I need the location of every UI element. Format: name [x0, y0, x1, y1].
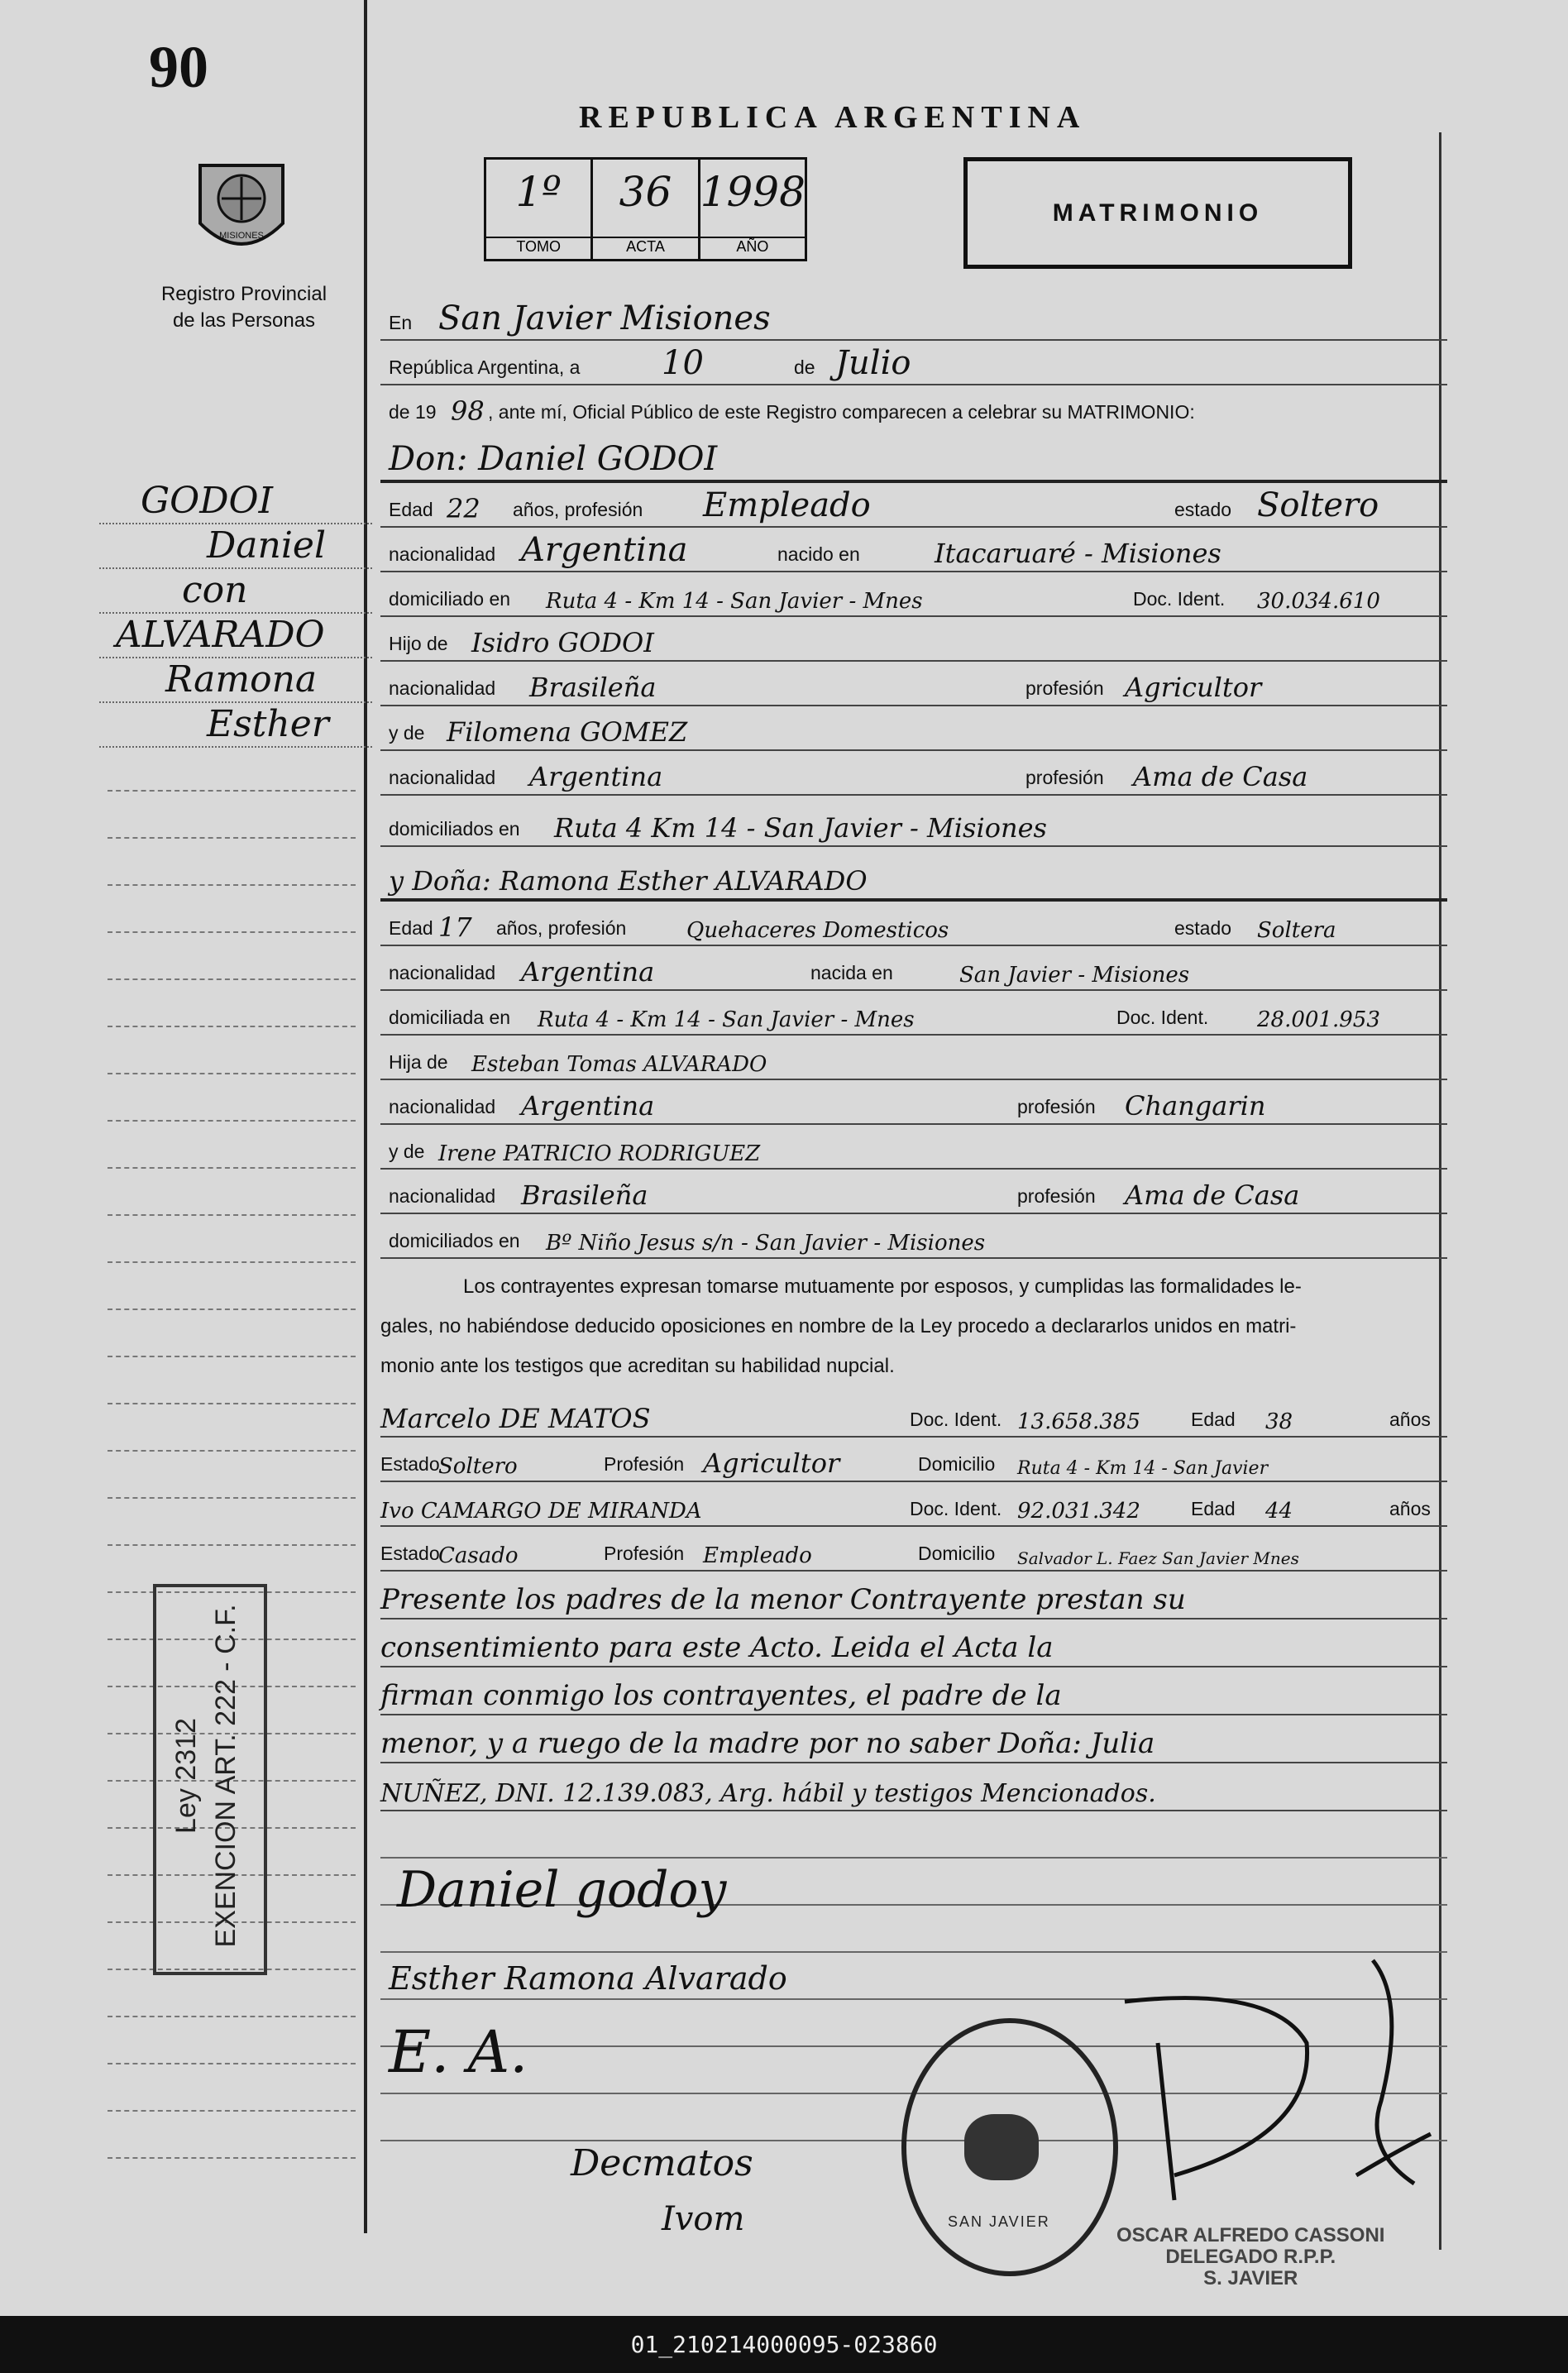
year-row [380, 385, 1447, 428]
witness1-name: Marcelo DE MATOS [380, 1403, 651, 1434]
label-nacionalidad: nacionalidad [389, 962, 496, 983]
groom-nationality-row [380, 528, 1447, 572]
label-estado-w: Estado [380, 1453, 440, 1475]
label-hijo-de: Hijo de [389, 633, 448, 654]
bride-heading-row [380, 847, 1447, 902]
seal-emblem-icon [964, 2114, 1039, 2180]
tomo-value: 1º [515, 168, 562, 216]
label-de: de [794, 356, 815, 378]
note-line [380, 1763, 1447, 1811]
signature-witness1: Decmatos [571, 2142, 753, 2184]
label-profesion-w: Profesión [604, 1543, 685, 1564]
groom-address-row [380, 572, 1447, 617]
groom-doc: 30.034.610 [1257, 589, 1380, 614]
label-edad: Edad [389, 917, 433, 939]
witness2-name: Ivo CAMARGO DE MIRANDA [380, 1499, 702, 1524]
witness1-detail-row [380, 1438, 1447, 1482]
signature-line [380, 1811, 1447, 1859]
bride-heading: y Doña: Ramona Esther ALVARADO [389, 865, 868, 897]
label-edad-w: Edad [1191, 1498, 1236, 1519]
image-id-footer: 01_210214000095-023860 [0, 2316, 1568, 2373]
label-profesion: profesión [1025, 677, 1104, 699]
official-seal [901, 2018, 1118, 2276]
bride-nationality: Argentina [521, 956, 655, 988]
registry-name [124, 281, 364, 334]
note-text: NUÑEZ, DNI. 12.139.083, Arg. hábil y testigos Mencionados. [380, 1779, 1156, 1808]
groom-age-row [380, 483, 1447, 528]
label-en: En [389, 312, 413, 333]
official-name: OSCAR ALFREDO CASSONI [1116, 2224, 1385, 2246]
bride-nationality-row [380, 946, 1447, 991]
bride-father: Esteban Tomas ALVARADO [471, 1052, 767, 1077]
groom-parents-address-row [380, 796, 1447, 847]
date-row [380, 341, 1447, 385]
note-text: firman conmigo los contrayentes, el padre de la [380, 1679, 1062, 1712]
label-profesion: profesión [1017, 1096, 1096, 1117]
page-number: 90 [149, 34, 208, 100]
groom-father-profession: Agricultor [1125, 672, 1262, 703]
margin-note [99, 480, 372, 748]
label-profesion: profesión [1025, 767, 1104, 788]
groom-age: 22 [447, 493, 480, 524]
bride-status: Soltera [1257, 918, 1336, 943]
label-republica: República Argentina, a [389, 356, 581, 378]
witness2-row [380, 1482, 1447, 1527]
note-line [380, 1667, 1447, 1715]
note-text: Presente los padres de la menor Contrayente prestan su [380, 1583, 1186, 1616]
bride-age: 17 [438, 911, 472, 943]
label-estado: estado [1174, 917, 1232, 939]
bride-father-nationality: Argentina [521, 1090, 655, 1122]
label-anos: años [1389, 1498, 1431, 1519]
bride-address: Ruta 4 - Km 14 - San Javier - Mnes [538, 1007, 915, 1032]
margin-note-line: ALVARADO [99, 614, 372, 658]
groom-father-nat-row [380, 662, 1447, 706]
groom-mother-row [380, 706, 1447, 751]
label-doc-ident: Doc. Ident. [1116, 1007, 1209, 1028]
witness2-address: Salvador L. Faez San Javier Mnes [1017, 1548, 1299, 1568]
label-estado-w: Estado [380, 1543, 440, 1564]
ley-stamp-line-2: EXENCION ART. 222 - C.F. [210, 1604, 241, 1948]
acta-cell [593, 160, 700, 259]
label-y-de: y de [389, 1141, 425, 1162]
witness2-detail-row [380, 1527, 1447, 1572]
label-anos-profesion: años, profesión [496, 917, 627, 939]
tomo-label: TOMO [486, 237, 590, 256]
seal-text: SAN JAVIER [948, 2213, 1050, 2230]
margin-note-line: con [99, 569, 372, 614]
note-line [380, 1619, 1447, 1667]
declaration-line: Los contrayentes expresan tomarse mutuamente por esposos, y cumplidas las formalidades le- [463, 1275, 1302, 1298]
crest-label: MISIONES [219, 231, 264, 241]
note-text: menor, y a ruego de la madre por no saber Doña: Julia [380, 1727, 1155, 1760]
place-row [380, 281, 1447, 341]
official-title: DELEGADO R.P.P. [1165, 2246, 1336, 2268]
column-divider [364, 0, 367, 2233]
bride-father-nat-row [380, 1080, 1447, 1125]
label-domiciliado-en: domiciliado en [389, 588, 511, 610]
bride-birthplace: San Javier - Misiones [959, 963, 1190, 988]
ley-stamp-line-1: Ley 2312 [170, 1718, 202, 1834]
witness1-status: Soltero [438, 1454, 518, 1479]
margin-note-line: Esther [99, 703, 372, 748]
witness1-doc: 13.658.385 [1017, 1409, 1140, 1434]
label-doc-ident: Doc. Ident. [1133, 588, 1226, 610]
label-hija-de: Hija de [389, 1051, 448, 1073]
margin-note-line: Ramona [99, 658, 372, 703]
groom-mother-profession: Ama de Casa [1133, 761, 1308, 792]
signature-witness2: Ivom [662, 2200, 745, 2238]
bride-address-row [380, 991, 1447, 1036]
bride-mother-profession: Ama de Casa [1125, 1179, 1300, 1211]
witness2-profession: Empleado [703, 1543, 812, 1568]
record-number-box [484, 157, 807, 261]
label-domiciliados-en: domiciliados en [389, 1230, 520, 1251]
label-profesion: profesión [1017, 1185, 1096, 1207]
label-doc-ident: Doc. Ident. [910, 1409, 1002, 1430]
witness1-address: Ruta 4 - Km 14 - San Javier [1017, 1458, 1269, 1479]
groom-birthplace: Itacaruaré - Misiones [935, 538, 1221, 569]
groom-mother-nat-row [380, 751, 1447, 796]
groom-nationality: Argentina [521, 531, 688, 569]
country-title: REPUBLICA ARGENTINA [579, 100, 1087, 135]
registry-line-1: Registro Provincial [160, 283, 327, 305]
registry-line-2: de las Personas [172, 309, 316, 332]
label-domiciliados-en: domiciliados en [389, 818, 520, 840]
bride-parents-address: Bº Niño Jesus s/n - San Javier - Misiones [546, 1231, 986, 1256]
note-line [380, 1715, 1447, 1763]
groom-father-nationality: Brasileña [529, 672, 657, 703]
record-type-box: MATRIMONIO [963, 157, 1352, 269]
groom-address: Ruta 4 - Km 14 - San Javier - Mnes [546, 589, 923, 614]
label-de19: de 19 [389, 401, 437, 423]
month-value: Julio [835, 344, 911, 382]
official-name-stamp [1116, 2225, 1384, 2289]
witness2-age: 44 [1265, 1499, 1293, 1524]
bride-doc: 28.001.953 [1257, 1007, 1380, 1032]
label-y-de: y de [389, 722, 425, 744]
signature-father: E. A. [389, 2018, 528, 2086]
label-ante-mi: , ante mí, Oficial Público de este Registro comparecen a celebrar su MATRIMONIO: [488, 401, 1195, 423]
bride-age-row [380, 902, 1447, 946]
bride-mother-nat-row [380, 1170, 1447, 1214]
label-anos: años [1389, 1409, 1431, 1430]
label-anos-profesion: años, profesión [513, 499, 643, 520]
label-edad-w: Edad [1191, 1409, 1236, 1430]
acta-value: 36 [619, 168, 672, 216]
bride-mother: Irene PATRICIO RODRIGUEZ [438, 1141, 761, 1166]
label-domicilio: Domicilio [918, 1543, 996, 1564]
year-value: 98 [451, 395, 485, 427]
label-profesion-w: Profesión [604, 1453, 685, 1475]
witness2-doc: 92.031.342 [1017, 1499, 1140, 1524]
provincial-crest-icon [192, 149, 291, 265]
official-signature-icon [1108, 1935, 1456, 2217]
ano-cell [700, 160, 805, 259]
groom-heading-row [380, 428, 1447, 483]
witness1-profession: Agricultor [703, 1447, 840, 1479]
place-value: San Javier Misiones [438, 299, 771, 337]
label-nacida-en: nacida en [810, 962, 893, 983]
label-domicilio: Domicilio [918, 1453, 996, 1475]
label-nacionalidad: nacionalidad [389, 543, 496, 565]
witness2-status: Casado [438, 1543, 519, 1568]
ano-label: AÑO [700, 237, 805, 256]
label-nacido-en: nacido en [777, 543, 860, 565]
declaration-line: gales, no habiéndose deducido oposiciones en nombre de la Ley procedo a declararlos unidos en matri- [380, 1315, 1297, 1337]
witness1-age: 38 [1265, 1409, 1293, 1434]
groom-status: Soltero [1257, 486, 1379, 524]
label-estado: estado [1174, 499, 1232, 520]
bride-mother-row [380, 1125, 1447, 1170]
label-nacionalidad: nacionalidad [389, 1096, 496, 1117]
witness1-row [380, 1386, 1447, 1438]
groom-profession: Empleado [703, 486, 871, 524]
bride-profession: Quehaceres Domesticos [686, 918, 949, 943]
groom-father: Isidro GODOI [471, 627, 654, 658]
margin-note-line: GODOI [99, 480, 372, 524]
label-nacionalidad: nacionalidad [389, 767, 496, 788]
signature-groom: Daniel godoy [397, 1861, 727, 1919]
groom-father-row [380, 617, 1447, 662]
label-nacionalidad: nacionalidad [389, 677, 496, 699]
bride-father-row [380, 1036, 1447, 1080]
groom-parents-address: Ruta 4 Km 14 - San Javier - Misiones [554, 812, 1047, 844]
day-value: 10 [662, 344, 704, 382]
margin-note-line: Daniel [99, 524, 372, 569]
groom-mother-nationality: Argentina [529, 761, 663, 792]
declaration-text [380, 1259, 1447, 1386]
declaration-line: monio ante los testigos que acreditan su habilidad nupcial. [380, 1355, 895, 1377]
label-nacionalidad: nacionalidad [389, 1185, 496, 1207]
note-text: consentimiento para este Acto. Leida el Acta la [380, 1631, 1054, 1664]
groom-mother: Filomena GOMEZ [447, 716, 688, 748]
acta-label: ACTA [593, 237, 697, 256]
ano-value: 1998 [700, 168, 806, 216]
label-doc-ident: Doc. Ident. [910, 1498, 1002, 1519]
bride-parents-address-row [380, 1214, 1447, 1259]
groom-heading: Don: Daniel GODOI [389, 440, 718, 478]
bride-father-profession: Changarin [1125, 1090, 1266, 1122]
tomo-cell [486, 160, 593, 259]
label-domiciliada-en: domiciliada en [389, 1007, 511, 1028]
label-edad: Edad [389, 499, 433, 520]
bride-mother-nationality: Brasileña [521, 1179, 648, 1211]
signature-bride: Esther Ramona Alvarado [389, 1960, 787, 1997]
official-location: S. JAVIER [1203, 2267, 1298, 2289]
note-line [380, 1572, 1447, 1619]
ley-exemption-stamp [153, 1584, 267, 1975]
